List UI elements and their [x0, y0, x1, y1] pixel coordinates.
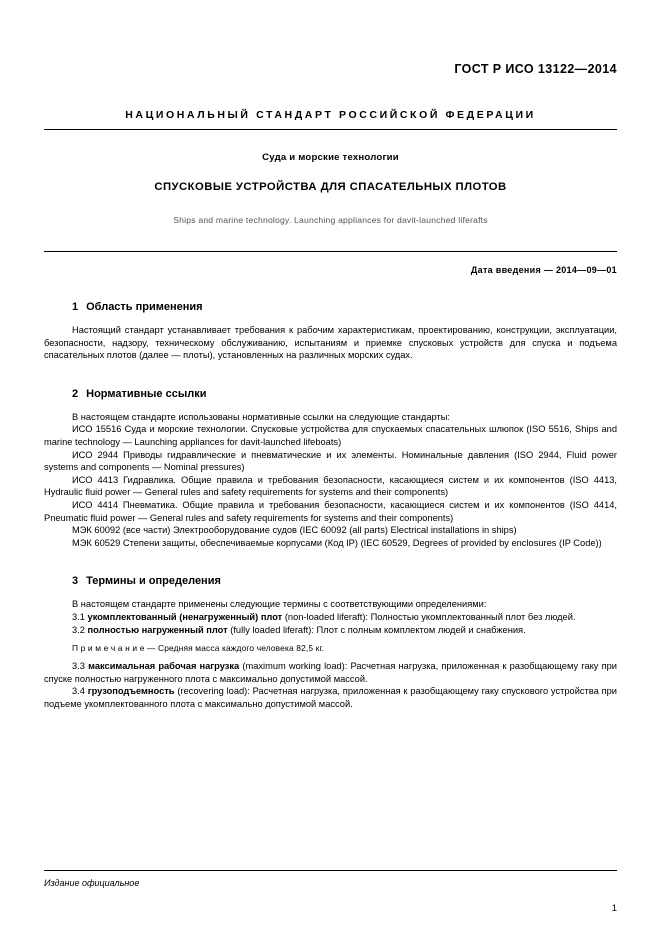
reference-item: ИСО 2944 Приводы гидравлические и пневматические и их элементы. Номинальные давления (ISO 2944, Fluid power systems and components — Nominal pressures)	[44, 449, 617, 473]
title-divider	[44, 251, 617, 252]
standard-number: ГОСТ Р ИСО 13122—2014	[454, 62, 617, 76]
term-name: максимальная рабочая нагрузка	[88, 661, 240, 672]
page-footer	[44, 870, 617, 888]
national-standard-heading: НАЦИОНАЛЬНЫЙ СТАНДАРТ РОССИЙСКОЙ ФЕДЕРАЦИИ	[125, 109, 536, 121]
footer-note: Издание официальное	[44, 878, 140, 888]
term-entry	[44, 624, 617, 637]
term-number: 3.4	[72, 686, 85, 697]
term-number: 3.2	[72, 624, 85, 635]
section-1-title: Область применения	[86, 301, 203, 313]
section-1-number: 1	[72, 301, 79, 313]
term-entry	[44, 685, 617, 710]
section-1-paragraph: Настоящий стандарт устанавливает требования к рабочим характеристикам, проектированию, конструкции, эксплуатации, безопасности, надзору, техническому обслуживанию, испытаниям и приемке спусковых устройств для спуска и подъема спасательных плотов (далее — плоты), установленных на различных морских судах.	[44, 325, 617, 361]
note-text: П р и м е ч а н и е — Средняя масса каждого человека 82,5 кг.	[72, 643, 325, 654]
section-3-intro: В настоящем стандарте применены следующие термины с соответствующими определениями:	[72, 599, 487, 610]
term-definition: (non-loaded liferaft): Полностью укомплектованный плот без людей.	[284, 611, 576, 622]
section-2-heading	[72, 388, 617, 400]
term-definition: (fully loaded liferaft): Плот с полным комплектом людей и снабжения.	[230, 624, 526, 635]
reference-item: ИСО 4413 Гидравлика. Общие правила и требования безопасности, касающиеся систем и их компонентов (ISO 4413, Hydraulic fluid power — General rules and safety requirements for systems and their components)	[44, 474, 617, 498]
section-2-title: Нормативные ссылки	[86, 387, 207, 400]
effective-date: Дата введения — 2014—09—01	[470, 265, 617, 275]
term-entry	[44, 660, 617, 685]
header-divider	[44, 129, 617, 130]
term-name: укомплектованный (ненагруженный) плот	[87, 611, 283, 622]
title-block	[44, 152, 617, 225]
section-3-heading	[72, 575, 617, 587]
term-definition: (recovering load): Расчетная нагрузка, приложенная к разобщающему гаку спускового устройства при подъеме укомплектованного плота с максимально допустимой массой.	[44, 686, 617, 709]
section-2	[44, 388, 617, 550]
term-entry	[44, 611, 617, 624]
term-name: грузоподъемность	[87, 686, 175, 697]
term-name: полностью нагруженный плот	[87, 624, 228, 635]
section-2-intro: В настоящем стандарте использованы нормативные ссылки на следующие стандарты:	[72, 411, 451, 422]
section-3	[44, 575, 617, 710]
section-3-number: 3	[72, 575, 79, 588]
term-number: 3.3	[72, 661, 85, 672]
page-number: 1	[611, 903, 617, 914]
footer-divider	[44, 870, 617, 871]
section-1	[44, 301, 617, 362]
section-1-heading	[72, 301, 617, 313]
reference-item: ИСО 15516 Суда и морские технологии. Спусковые устройства для спускаемых спасательных шлюпок (ISO 5516, Ships and marine technology — Launching appliances for davit-launched lifeboats)	[44, 424, 617, 447]
term-definition: (maximum working load): Расчетная нагрузка, приложенная к разобщающему гаку при спуске полностью нагруженного плота с максимально допустимой массой.	[44, 661, 617, 684]
section-3-title: Термины и определения	[86, 575, 221, 588]
reference-item: МЭК 60092 (все части) Электрооборудование судов (IEC 60092 (all parts) Electrical installations in ships)	[72, 525, 517, 536]
reference-item: ИСО 4414 Пневматика. Общие правила и требования безопасности, касающиеся систем и их компонентов (ISO 4414, Pneumatic fluid power — General rules and safety requirements for systems and their components)	[44, 499, 617, 523]
title-english: Ships and marine technology. Launching appliances for davit-launched liferafts	[173, 215, 488, 225]
reference-item: МЭК 60529 Степени защиты, обеспечиваемые корпусами (Код IP) (IEC 60529, Degrees of provided by enclosures (IP Code))	[72, 537, 602, 548]
title-subject: Суда и морские технологии	[262, 152, 399, 163]
term-number: 3.1	[72, 611, 85, 622]
page-title: СПУСКОВЫЕ УСТРОЙСТВА ДЛЯ СПАСАТЕЛЬНЫХ ПЛОТОВ	[154, 181, 507, 193]
section-2-number: 2	[72, 387, 79, 400]
